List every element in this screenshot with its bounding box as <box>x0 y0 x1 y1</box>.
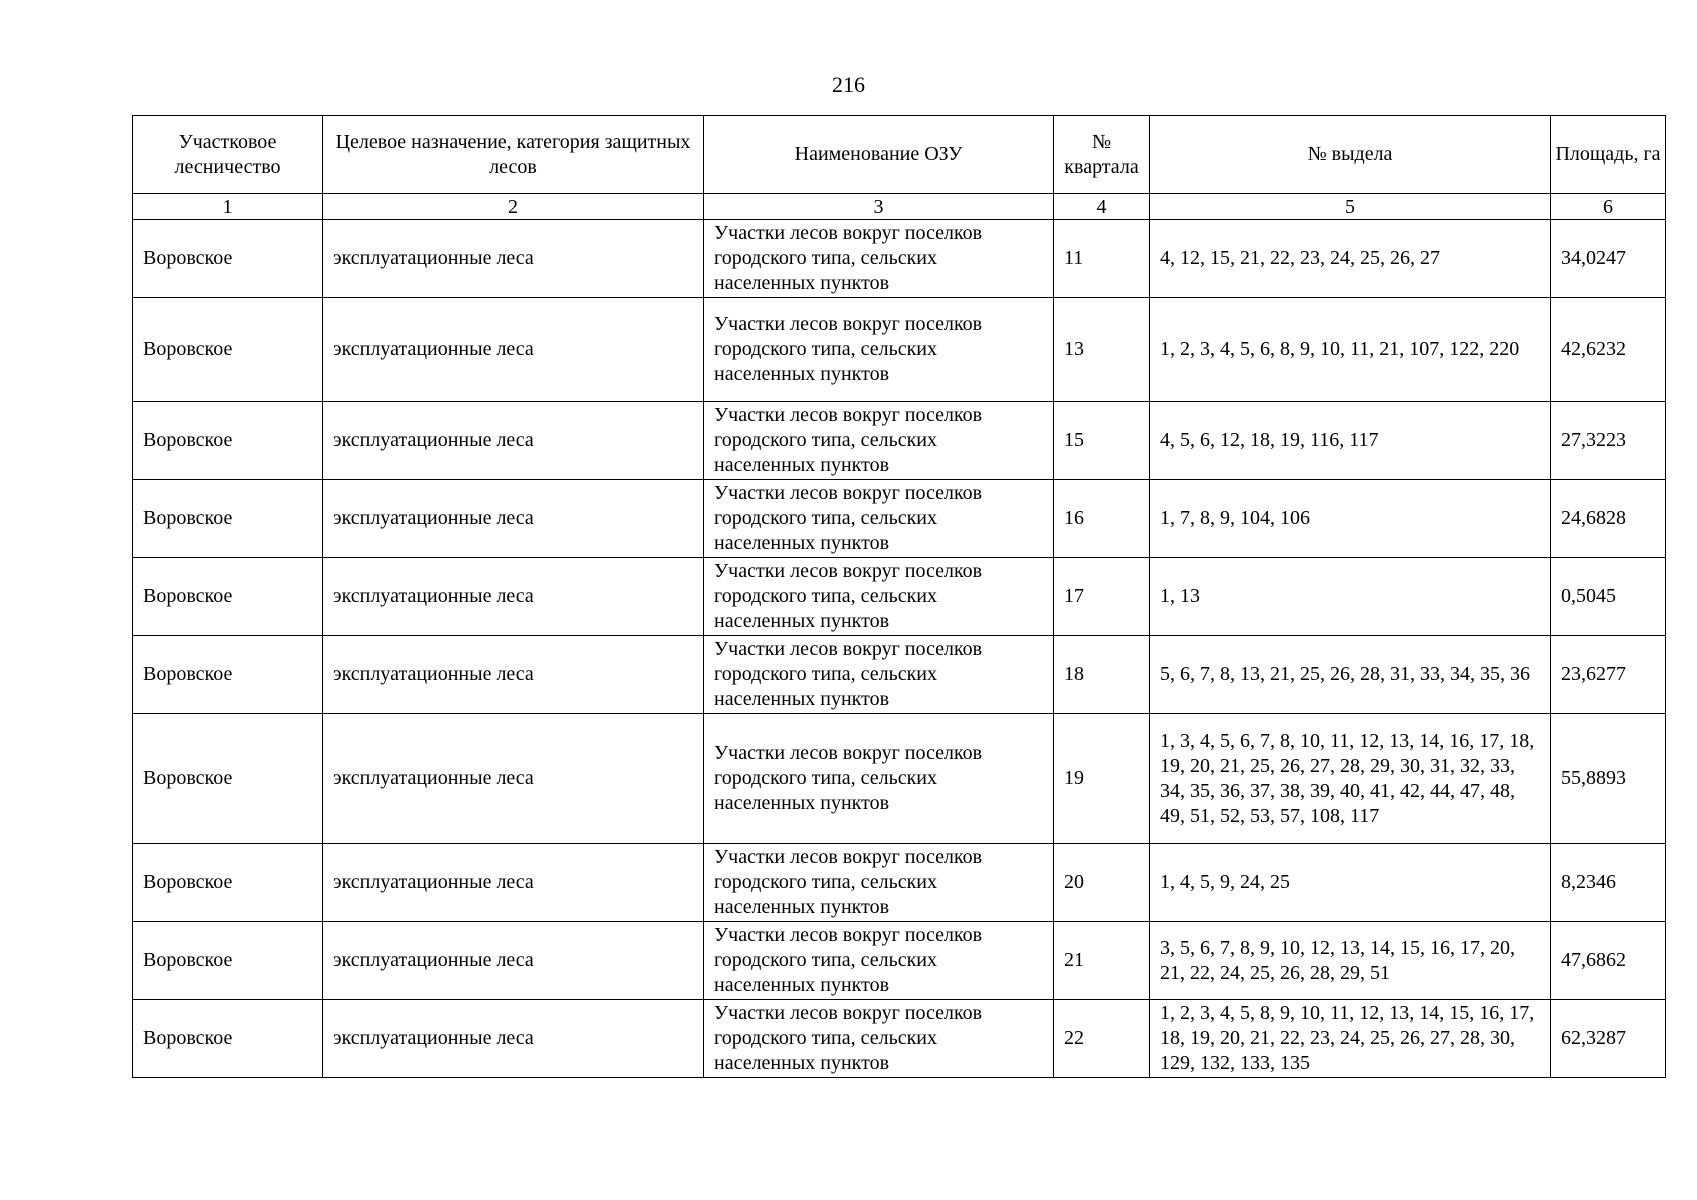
quarter-cell: 16 <box>1054 480 1150 558</box>
plots-cell: 5, 6, 7, 8, 13, 21, 25, 26, 28, 31, 33, 34, 35, 36 <box>1150 636 1551 714</box>
ozu-cell: Участки лесов вокруг поселков городского типа, сельских населенных пунктов <box>704 636 1054 714</box>
ozu-cell: Участки лесов вокруг поселков городского типа, сельских населенных пунктов <box>704 558 1054 636</box>
table-row <box>133 636 1666 714</box>
column-header: Участковое лесничество <box>133 116 323 194</box>
plots-cell: 1, 2, 3, 4, 5, 8, 9, 10, 11, 12, 13, 14, 15, 16, 17, 18, 19, 20, 21, 22, 23, 24, 25, 26, 27, 28, 30, 129, 132, 133, 135 <box>1150 1000 1551 1078</box>
area-cell: 62,3287 <box>1551 1000 1666 1078</box>
ozu-cell: Участки лесов вокруг поселков городского типа, сельских населенных пунктов <box>704 844 1054 922</box>
plots-cell: 1, 4, 5, 9, 24, 25 <box>1150 844 1551 922</box>
area-cell: 23,6277 <box>1551 636 1666 714</box>
purpose-cell: эксплуатационные леса <box>323 714 704 844</box>
forestry-cell: Воровское <box>133 636 323 714</box>
table-row <box>133 220 1666 298</box>
plots-cell: 4, 12, 15, 21, 22, 23, 24, 25, 26, 27 <box>1150 220 1551 298</box>
purpose-cell: эксплуатационные леса <box>323 636 704 714</box>
quarter-cell: 11 <box>1054 220 1150 298</box>
purpose-cell: эксплуатационные леса <box>323 480 704 558</box>
column-header: № квартала <box>1054 116 1150 194</box>
quarter-cell: 19 <box>1054 714 1150 844</box>
table-row <box>133 402 1666 480</box>
plots-cell: 1, 2, 3, 4, 5, 6, 8, 9, 10, 11, 21, 107, 122, 220 <box>1150 298 1551 402</box>
forestry-cell: Воровское <box>133 922 323 1000</box>
table-row <box>133 480 1666 558</box>
purpose-cell: эксплуатационные леса <box>323 558 704 636</box>
column-number: 3 <box>704 194 1054 220</box>
table-row <box>133 558 1666 636</box>
column-header: Площадь, га <box>1551 116 1666 194</box>
ozu-cell: Участки лесов вокруг поселков городского типа, сельских населенных пунктов <box>704 922 1054 1000</box>
ozu-cell: Участки лесов вокруг поселков городского типа, сельских населенных пунктов <box>704 220 1054 298</box>
forestry-cell: Воровское <box>133 298 323 402</box>
quarter-cell: 17 <box>1054 558 1150 636</box>
forestry-cell: Воровское <box>133 714 323 844</box>
ozu-cell: Участки лесов вокруг поселков городского типа, сельских населенных пунктов <box>704 298 1054 402</box>
forestry-cell: Воровское <box>133 402 323 480</box>
plots-cell: 1, 13 <box>1150 558 1551 636</box>
column-number: 6 <box>1551 194 1666 220</box>
purpose-cell: эксплуатационные леса <box>323 922 704 1000</box>
forestry-cell: Воровское <box>133 844 323 922</box>
column-header: Наименование ОЗУ <box>704 116 1054 194</box>
plots-cell: 3, 5, 6, 7, 8, 9, 10, 12, 13, 14, 15, 16, 17, 20, 21, 22, 24, 25, 26, 28, 29, 51 <box>1150 922 1551 1000</box>
column-number: 2 <box>323 194 704 220</box>
forestry-cell: Воровское <box>133 558 323 636</box>
area-cell: 34,0247 <box>1551 220 1666 298</box>
table-row <box>133 922 1666 1000</box>
purpose-cell: эксплуатационные леса <box>323 402 704 480</box>
area-cell: 55,8893 <box>1551 714 1666 844</box>
purpose-cell: эксплуатационные леса <box>323 1000 704 1078</box>
table-row <box>133 298 1666 402</box>
column-number: 5 <box>1150 194 1551 220</box>
page-number: 216 <box>832 72 865 97</box>
quarter-cell: 15 <box>1054 402 1150 480</box>
area-cell: 8,2346 <box>1551 844 1666 922</box>
ozu-cell: Участки лесов вокруг поселков городского типа, сельских населенных пунктов <box>704 402 1054 480</box>
plots-cell: 1, 3, 4, 5, 6, 7, 8, 10, 11, 12, 13, 14, 16, 17, 18, 19, 20, 21, 25, 26, 27, 28, 29, 30, 31, 32, 33, 34, 35, 36, 37, 38, 39, 40, 41, 42, 44, 47, 48, 49, 51, 52, 53, 57, 108, 117 <box>1150 714 1551 844</box>
forest-register-table <box>132 115 1666 1078</box>
purpose-cell: эксплуатационные леса <box>323 298 704 402</box>
area-cell: 27,3223 <box>1551 402 1666 480</box>
table-row <box>133 1000 1666 1078</box>
quarter-cell: 20 <box>1054 844 1150 922</box>
area-cell: 0,5045 <box>1551 558 1666 636</box>
area-cell: 24,6828 <box>1551 480 1666 558</box>
column-header: Целевое назначение, категория защитных лесов <box>323 116 704 194</box>
quarter-cell: 22 <box>1054 1000 1150 1078</box>
forestry-cell: Воровское <box>133 480 323 558</box>
area-cell: 47,6862 <box>1551 922 1666 1000</box>
column-number: 1 <box>133 194 323 220</box>
quarter-cell: 21 <box>1054 922 1150 1000</box>
table-row <box>133 844 1666 922</box>
ozu-cell: Участки лесов вокруг поселков городского типа, сельских населенных пунктов <box>704 714 1054 844</box>
column-number-row <box>133 194 1666 220</box>
forestry-cell: Воровское <box>133 1000 323 1078</box>
forestry-cell: Воровское <box>133 220 323 298</box>
purpose-cell: эксплуатационные леса <box>323 844 704 922</box>
ozu-cell: Участки лесов вокруг поселков городского типа, сельских населенных пунктов <box>704 480 1054 558</box>
quarter-cell: 13 <box>1054 298 1150 402</box>
area-cell: 42,6232 <box>1551 298 1666 402</box>
header-row <box>133 116 1666 194</box>
column-number: 4 <box>1054 194 1150 220</box>
ozu-cell: Участки лесов вокруг поселков городского типа, сельских населенных пунктов <box>704 1000 1054 1078</box>
purpose-cell: эксплуатационные леса <box>323 220 704 298</box>
plots-cell: 4, 5, 6, 12, 18, 19, 116, 117 <box>1150 402 1551 480</box>
plots-cell: 1, 7, 8, 9, 104, 106 <box>1150 480 1551 558</box>
quarter-cell: 18 <box>1054 636 1150 714</box>
column-header: № выдела <box>1150 116 1551 194</box>
table-row <box>133 714 1666 844</box>
